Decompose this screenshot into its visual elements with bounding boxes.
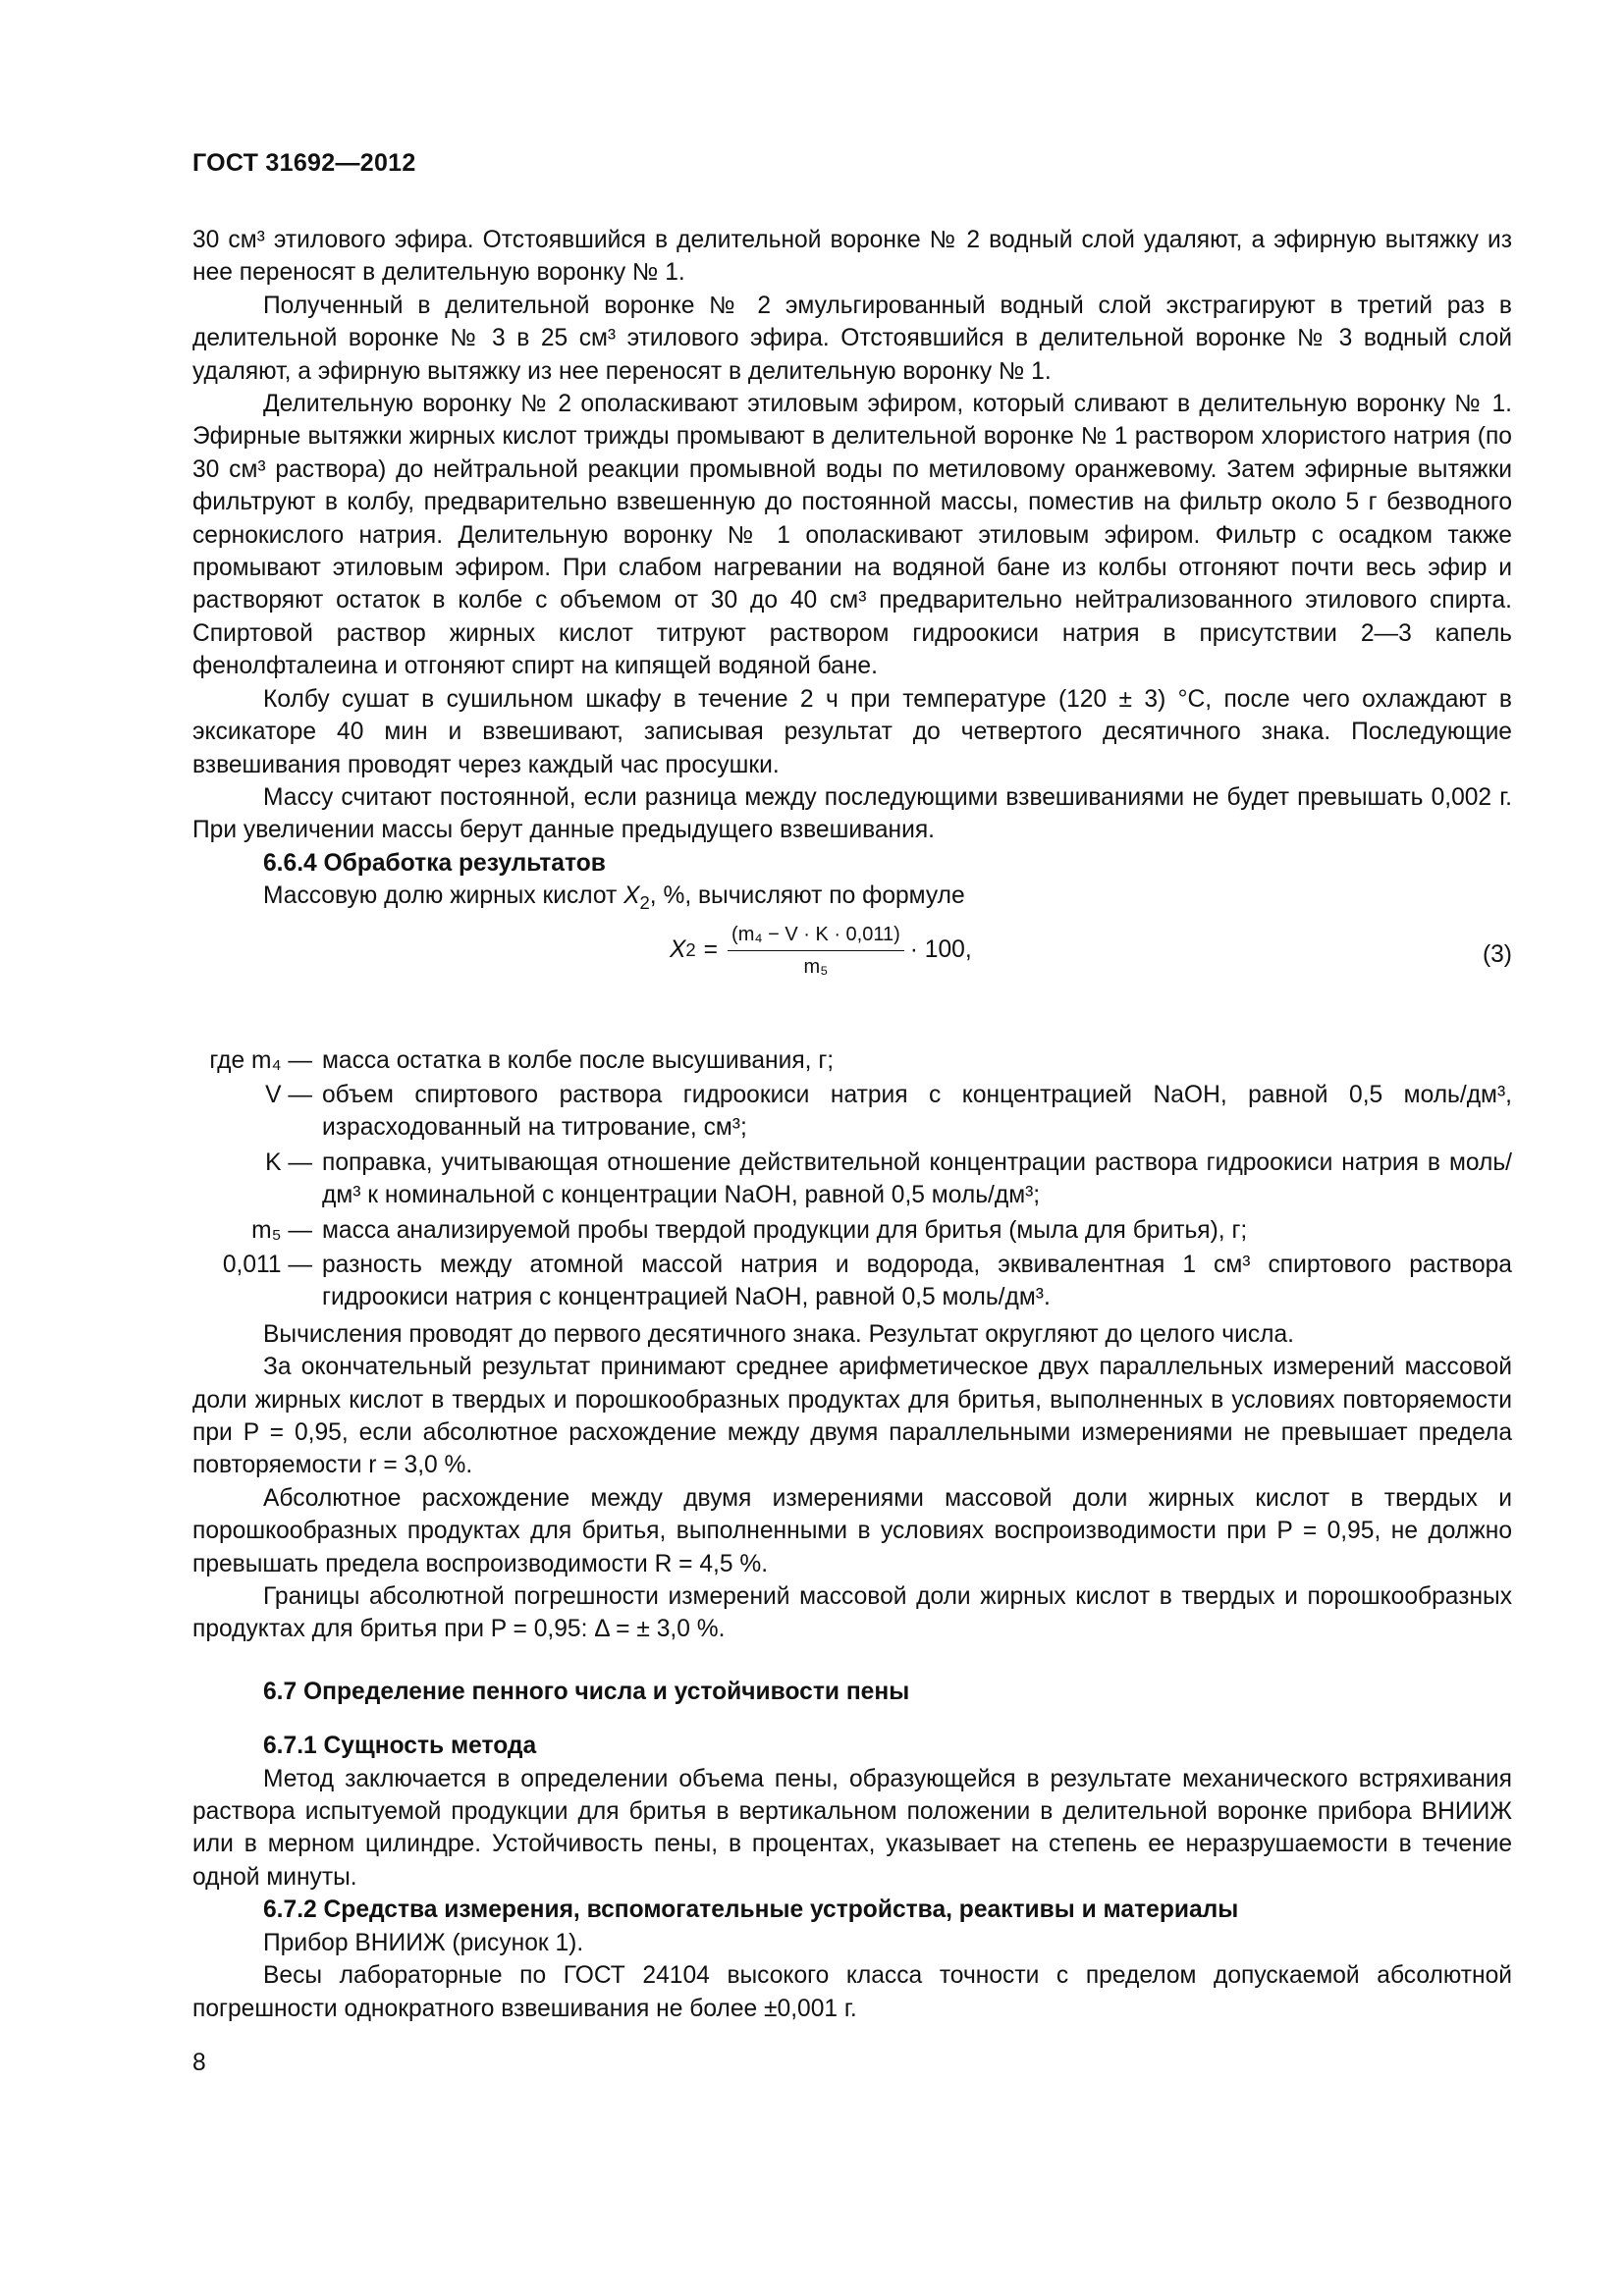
- formula-number: (3): [1482, 940, 1512, 968]
- formula-intro: [192, 880, 1512, 912]
- formula: X 2 = $\frac{\text{(m₄ − V · K · 0,011)}}{\text{m₅}}$ · 100,: [670, 923, 972, 978]
- paragraph: 30 см³ этилового эфира. Отстоявшийся в делительной воронке № 2 водный слой удаляют, а эфирную вытяжку из нее переносят в делительную воронку № 1.: [192, 227, 1512, 287]
- definition-text: объем спиртового раствора гидроокиси натрия с концентрацией NaOH, равной 0,5 моль/дм³, израсходованный на титрование, см³;: [322, 1081, 1512, 1142]
- formula-block: [192, 917, 1512, 1025]
- definition-text: масса остатка в колбе после высушивания, г;: [322, 1046, 835, 1074]
- paragraph: Абсолютное расхождение между двумя измерениями массовой доли жирных кислот в твердых и порошкообразных продуктах для бритья, выполненными в условиях воспроизводимости при P = 0,95, не должно превышать предела воспроизводимости R = 4,5 %.: [192, 1484, 1512, 1577]
- paragraph: Метод заключается в определении объема пены, образующейся в результате механического встряхивания раствора испытуемой продукции для бритья в вертикальном положении в делительной воронке прибора ВНИИЖ или в мерном цилиндре. Устойчивость пены, в процентах, указывает на степень ее неразрушаемости в течение одной минуты.: [192, 1765, 1512, 1891]
- formula-fraction: [728, 923, 904, 979]
- definition-symbol: где m₄ —: [209, 1046, 312, 1074]
- formula-lhs: X: [670, 936, 686, 964]
- definition-symbol: m₅ —: [251, 1216, 312, 1244]
- section-heading-6-7: 6.7 Определение пенного числа и устойчивости пены: [263, 1678, 910, 1705]
- formula-numerator: (m₄ − V · K · 0,011): [728, 923, 904, 951]
- definition-symbol: 0,011 —: [222, 1251, 312, 1278]
- formula-equals: =: [703, 936, 719, 964]
- paragraph: Делительную воронку № 2 ополаскивают этиловым эфиром, который сливают в делительную воронку № 1. Эфирные вытяжки жирных кислот трижды промывают в делительной воронке № 1 раствором хлористого натрия (по 30 см³ раствора) до нейтральной реакции промывной воды по метиловому оранжевому. Затем эфирные вытяжки фильтруют в колбу, предварительно взвешенную до постоянной массы, поместив на фильтр около 5 г безводного сернокислого натрия. Делительную воронку № 1 ополаскивают этиловым эфиром. Фильтр с осадком также промывают этиловым эфиром. При слабом нагревании на водяной бане из колбы отгоняют почти весь эфир и растворяют остаток в колбе с объемом от 30 до 40 см³ предварительно нейтрализованного этилового спирта. Спиртовой раствор жирных кислот титруют раствором гидроокиси натрия в присутствии 2—3 капель фенолфталеина и отгоняют спирт на кипящей водяной бане.: [192, 391, 1512, 680]
- definition-symbol: V —: [265, 1081, 312, 1108]
- page-number: 8: [192, 2050, 206, 2076]
- section-heading-6-7-1: 6.7.1 Сущность метода: [263, 1733, 537, 1760]
- formula-tail: · 100,: [909, 936, 972, 964]
- document-header: ГОСТ 31692—2012: [192, 149, 416, 177]
- list-item: Весы лабораторные по ГОСТ 24104 высокого класса точности с пределом допускаемой абсолютной погрешности однократного взвешивания не более ±0,001 г.: [192, 1962, 1512, 2022]
- intro-variable: X: [623, 882, 640, 910]
- paragraph: Массу считают постоянной, если разница между последующими взвешиваниями не будет превышать 0,002 г. При увеличении массы берут данные предыдущего взвешивания.: [192, 783, 1512, 844]
- section-heading-6-6-4: 6.6.4 Обработка результатов: [263, 849, 606, 877]
- page-content: [192, 224, 1512, 2025]
- intro-variable-subscript: 2: [639, 892, 650, 914]
- paragraph: За окончательный результат принимают среднее арифметическое двух параллельных измерений массовой доли жирных кислот в твердых и порошкообразных продуктах для бритья, выполненных в условиях повторяемости при P = 0,95, если абсолютное расхождение между двумя параллельными измерениями не превышает предела повторяемости r = 3,0 %.: [192, 1354, 1512, 1479]
- paragraph: Границы абсолютной погрешности измерений массовой доли жирных кислот в твердых и порошкообразных продуктах для бритья при P = 0,95: Δ = ± 3,0 %.: [192, 1583, 1512, 1643]
- intro-text: Массовую долю жирных кислот: [263, 882, 624, 910]
- definition-text: поправка, учитывающая отношение действительной концентрации раствора гидроокиси натрия в моль/дм³ к номинальной с концентрации NaOH, равной 0,5 моль/дм³;: [322, 1148, 1512, 1209]
- list-item: Прибор ВНИИЖ (рисунок 1).: [263, 1929, 584, 1956]
- formula-denominator: m₅: [803, 955, 829, 978]
- paragraph: Вычисления проводят до первого десятичного знака. Результат округляют до целого числа.: [263, 1320, 1294, 1348]
- paragraph: Колбу сушат в сушильном шкафу в течение 2 ч при температуре (120 ± 3) °С, после чего охлаждают в эксикаторе 40 мин и взвешивают, записывая результат до четвертого десятичного знака. Последующие взвешивания проводят через каждый час просушки.: [192, 685, 1512, 778]
- section-heading-6-7-2: 6.7.2 Средства измерения, вспомогательные устройства, реактивы и материалы: [263, 1896, 1239, 1924]
- definitions-list: [192, 1044, 1512, 1314]
- intro-text-end: , %, вычисляют по формуле: [649, 882, 965, 910]
- definition-text: разность между атомной массой натрия и водорода, эквивалентная 1 см³ спиртового раствора гидроокиси натрия с концентрацией NaOH, равной 0,5 моль/дм³.: [322, 1251, 1512, 1311]
- definition-text: масса анализируемой пробы твердой продукции для бритья (мыла для бритья), г;: [322, 1216, 1248, 1244]
- definition-symbol: K —: [265, 1148, 312, 1176]
- paragraph: Полученный в делительной воронке № 2 эмульгированный водный слой экстрагируют в третий раз в делительной воронке № 3 в 25 см³ этилового эфира. Отстоявшийся в делительной воронке № 3 водный слой удаляют, а эфирную вытяжку из нее переносят в делительную воронку № 1.: [192, 292, 1512, 385]
